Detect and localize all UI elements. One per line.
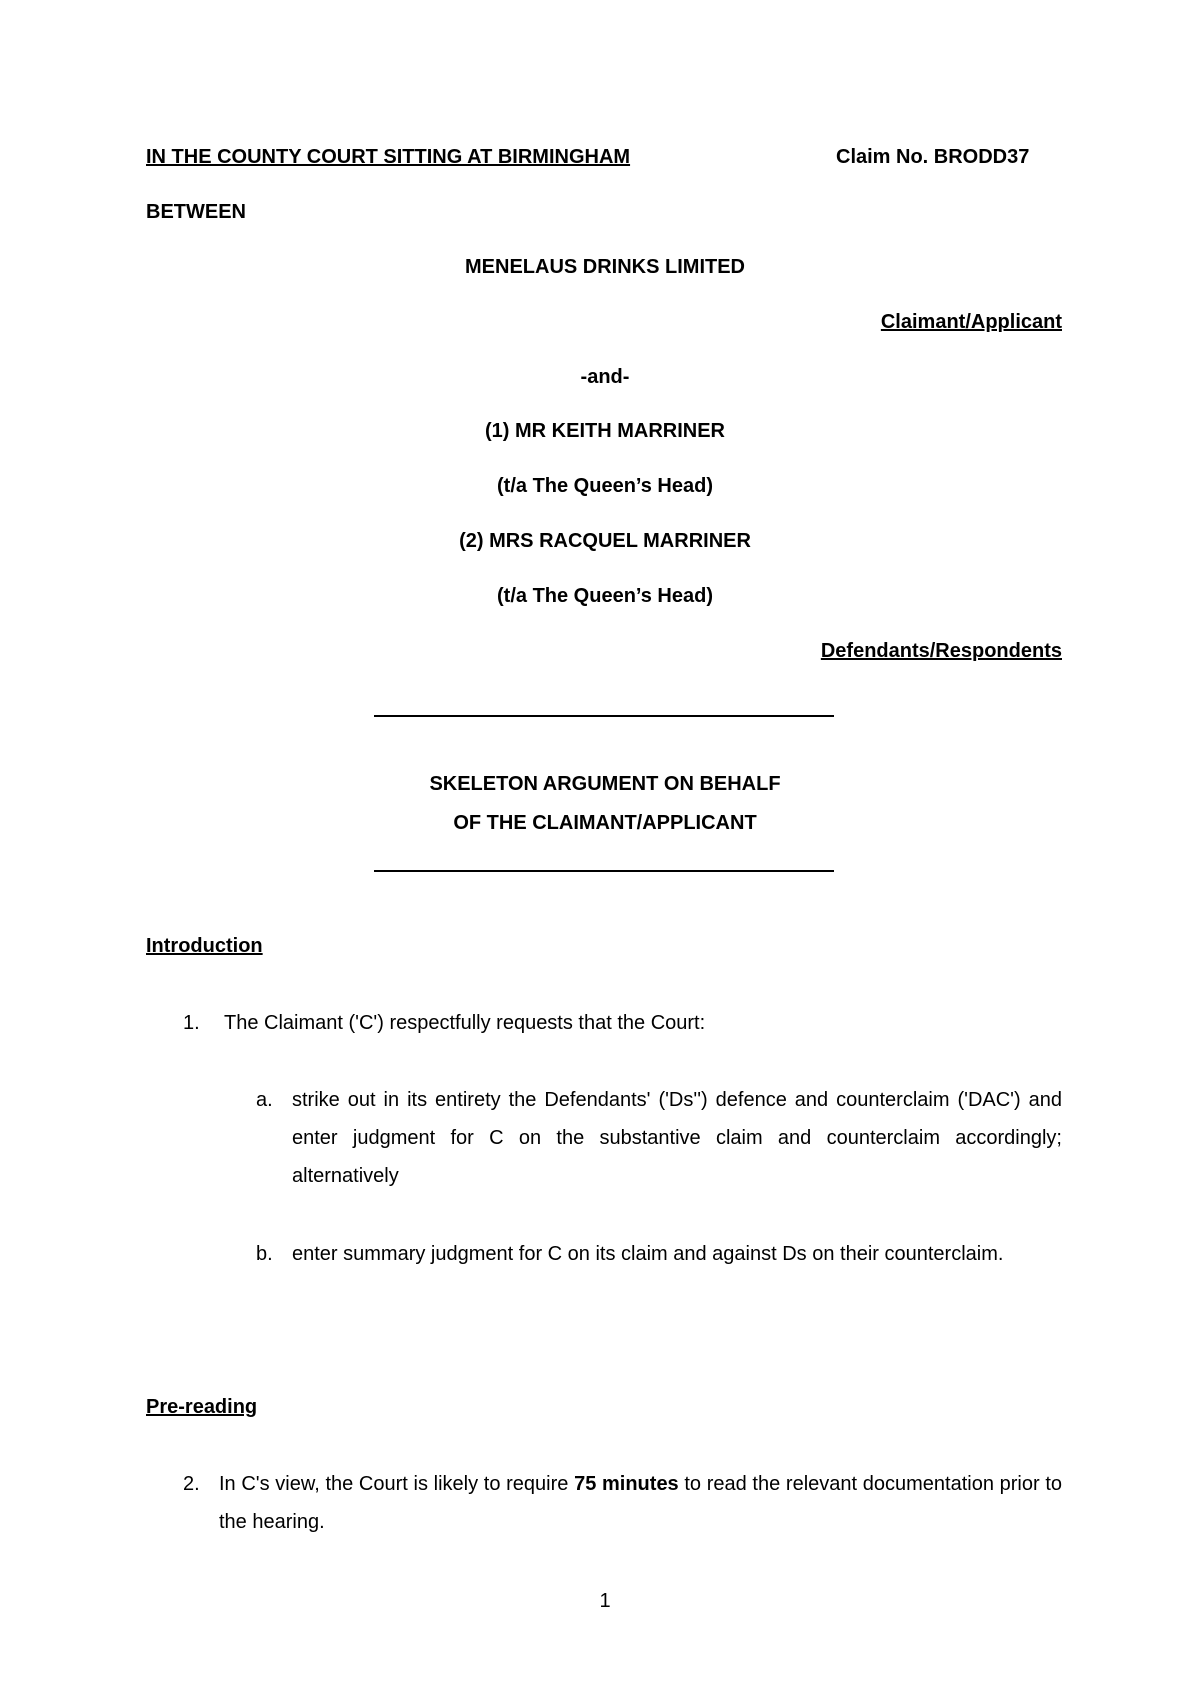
para-2-text-end: to read the relevant documentation prior to the hearing.: [219, 1473, 1063, 1533]
para-1a-number: a.: [256, 1089, 273, 1111]
document-title-line-1: SKELETON ARGUMENT ON BEHALF: [429, 773, 781, 795]
and-separator: -and-: [580, 366, 630, 388]
defendant-2-name: (2) MRS RACQUEL MARRINER: [459, 530, 751, 552]
court-heading: IN THE COUNTY COURT SITTING AT BIRMINGHAM: [146, 146, 631, 168]
para-2-emphasis: 75 minutes: [574, 1473, 679, 1495]
defendants-role: Defendants/Respondents: [820, 640, 1062, 662]
claim-number: Claim No. BRODD37: [836, 146, 1030, 168]
page-number: 1: [599, 1590, 611, 1612]
claimant-role: Claimant/Applicant: [880, 311, 1062, 333]
defendant-1-trading-as: (t/a The Queen’s Head): [497, 475, 713, 497]
para-1b-number: b.: [256, 1243, 273, 1265]
prereading-heading: Pre-reading: [146, 1396, 258, 1418]
claimant-name: MENELAUS DRINKS LIMITED: [465, 256, 745, 278]
para-2-text-start: In C's view, the Court is likely to require: [219, 1473, 575, 1495]
document-title-line-2: OF THE CLAIMANT/APPLICANT: [453, 812, 757, 834]
para-1b-text: enter summary judgment for C on its claim and against Ds on their counterclaim.: [292, 1243, 1004, 1265]
title-rule-top: [374, 715, 834, 717]
para-1-text: The Claimant ('C') respectfully requests that the Court:: [224, 1012, 706, 1034]
introduction-heading: Introduction: [146, 935, 263, 957]
defendant-2-trading-as: (t/a The Queen’s Head): [497, 585, 713, 607]
para-1-number: 1.: [183, 1012, 200, 1034]
between-label: BETWEEN: [146, 201, 246, 223]
defendant-1-name: (1) MR KEITH MARRINER: [485, 420, 725, 442]
para-2-number: 2.: [183, 1473, 200, 1495]
para-2-text: [219, 1465, 1062, 1541]
para-1a-text: strike out in its entirety the Defendants' ('Ds'') defence and counterclaim ('DAC') and enter judgment for C on the substantive claim and counterclaim accordingly; alternatively: [292, 1089, 1062, 1187]
title-rule-bottom: [374, 870, 834, 872]
